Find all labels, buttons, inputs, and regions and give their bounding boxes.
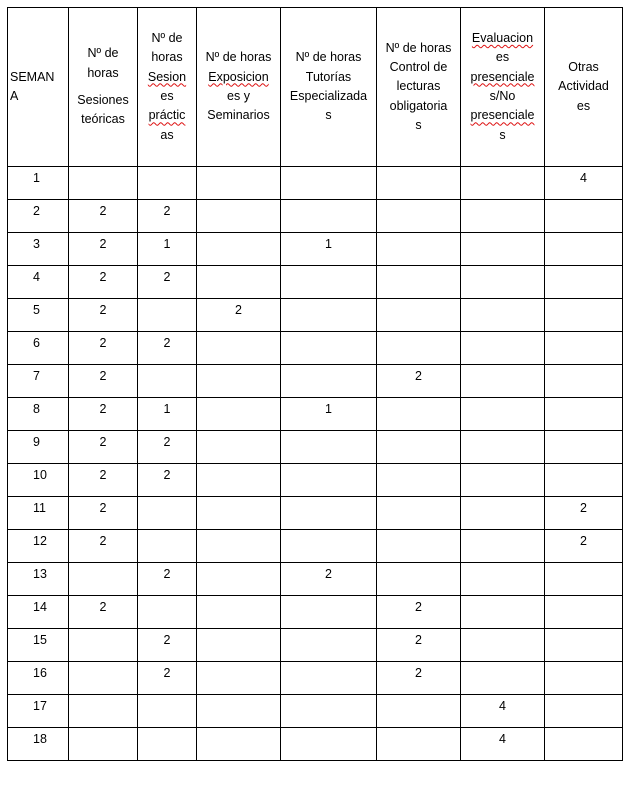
- hours-cell-exposiciones: [197, 200, 281, 233]
- hours-cell-teoricas: 2: [69, 497, 138, 530]
- week-cell: 3: [8, 233, 69, 266]
- week-cell: 7: [8, 365, 69, 398]
- table-row: [8, 398, 623, 431]
- hours-cell-exposiciones: [197, 497, 281, 530]
- hours-cell-otras: [545, 431, 623, 464]
- week-cell: 12: [8, 530, 69, 563]
- hours-cell-tutorias: [281, 497, 377, 530]
- hours-cell-exposiciones: [197, 431, 281, 464]
- table-body: [8, 167, 623, 761]
- hours-cell-otras: [545, 398, 623, 431]
- header-row: [8, 8, 623, 167]
- hours-cell-tutorias: [281, 530, 377, 563]
- header-semana: [8, 8, 69, 167]
- header-line: es y: [227, 89, 250, 103]
- hours-cell-otras: [545, 728, 623, 761]
- header-line: Control de: [389, 59, 448, 74]
- header-exposiciones: [197, 8, 281, 167]
- hours-cell-lecturas: 2: [377, 662, 461, 695]
- hours-cell-tutorias: [281, 167, 377, 200]
- hours-cell-practicas: 2: [138, 332, 197, 365]
- week-cell: 1: [8, 167, 69, 200]
- header-practicas: [138, 8, 197, 167]
- hours-cell-teoricas: 2: [69, 233, 138, 266]
- week-cell: 13: [8, 563, 69, 596]
- week-cell: 2: [8, 200, 69, 233]
- hours-cell-tutorias: [281, 629, 377, 662]
- header-line: horas: [151, 50, 183, 65]
- header-line: A: [10, 89, 19, 103]
- hours-cell-teoricas: 2: [69, 365, 138, 398]
- hours-cell-tutorias: [281, 266, 377, 299]
- table-row: [8, 431, 623, 464]
- hours-cell-evaluaciones: [461, 530, 545, 563]
- hours-cell-evaluaciones: [461, 167, 545, 200]
- hours-cell-lecturas: [377, 200, 461, 233]
- hours-cell-exposiciones: [197, 233, 281, 266]
- hours-cell-evaluaciones: [461, 629, 545, 662]
- hours-cell-tutorias: [281, 728, 377, 761]
- hours-cell-evaluaciones: [461, 662, 545, 695]
- week-cell: 18: [8, 728, 69, 761]
- header-line: Tutorías: [305, 69, 352, 84]
- hours-cell-lecturas: [377, 563, 461, 596]
- hours-cell-teoricas: [69, 695, 138, 728]
- header-line: Nº de horas: [295, 50, 362, 65]
- header-line: es: [495, 50, 510, 65]
- header-line: Nº de horas: [385, 40, 452, 55]
- hours-cell-practicas: [138, 299, 197, 332]
- hours-cell-exposiciones: [197, 167, 281, 200]
- hours-cell-otras: 4: [545, 167, 623, 200]
- hours-cell-lecturas: [377, 431, 461, 464]
- week-cell: 8: [8, 398, 69, 431]
- table-row: [8, 662, 623, 695]
- hours-cell-teoricas: 2: [69, 398, 138, 431]
- hours-cell-exposiciones: [197, 629, 281, 662]
- hours-cell-evaluaciones: [461, 233, 545, 266]
- header-line: s: [325, 108, 332, 123]
- table-row: [8, 332, 623, 365]
- hours-cell-otras: [545, 200, 623, 233]
- hours-cell-practicas: [138, 497, 197, 530]
- hours-cell-tutorias: [281, 662, 377, 695]
- table-row: [8, 596, 623, 629]
- hours-cell-evaluaciones: [461, 497, 545, 530]
- hours-cell-otras: [545, 233, 623, 266]
- table-row: [8, 299, 623, 332]
- header-line: Nº de: [151, 30, 183, 45]
- hours-cell-tutorias: [281, 332, 377, 365]
- hours-cell-otras: [545, 695, 623, 728]
- hours-cell-teoricas: 2: [69, 266, 138, 299]
- hours-cell-evaluaciones: [461, 299, 545, 332]
- hours-cell-exposiciones: [197, 662, 281, 695]
- header-line: SEMAN: [10, 69, 55, 84]
- week-cell: 16: [8, 662, 69, 695]
- table-row: [8, 266, 623, 299]
- hours-cell-otras: [545, 662, 623, 695]
- header-otras: [545, 8, 623, 167]
- header-lecturas: [377, 8, 461, 167]
- hours-cell-teoricas: 2: [69, 530, 138, 563]
- table-row: [8, 497, 623, 530]
- week-cell: 5: [8, 299, 69, 332]
- table-row: [8, 200, 623, 233]
- header-line: Otras: [568, 59, 599, 74]
- hours-cell-otras: [545, 629, 623, 662]
- hours-cell-lecturas: [377, 530, 461, 563]
- header-teoricas: [69, 8, 138, 167]
- header-line: horas: [87, 65, 119, 80]
- week-cell: 10: [8, 464, 69, 497]
- hours-cell-lecturas: 2: [377, 629, 461, 662]
- hours-cell-tutorias: [281, 365, 377, 398]
- week-cell: 11: [8, 497, 69, 530]
- hours-cell-teoricas: 2: [69, 464, 138, 497]
- table-row: [8, 728, 623, 761]
- table-row: [8, 233, 623, 266]
- hours-cell-practicas: [138, 728, 197, 761]
- hours-cell-exposiciones: [197, 530, 281, 563]
- hours-cell-exposiciones: [197, 596, 281, 629]
- hours-cell-teoricas: [69, 728, 138, 761]
- hours-cell-teoricas: [69, 563, 138, 596]
- hours-cell-lecturas: [377, 497, 461, 530]
- hours-cell-otras: [545, 299, 623, 332]
- hours-cell-lecturas: [377, 299, 461, 332]
- table-row: [8, 167, 623, 200]
- header-line: lecturas: [396, 79, 441, 94]
- header-line: Evaluacion: [471, 30, 534, 45]
- hours-cell-practicas: 2: [138, 629, 197, 662]
- week-cell: 9: [8, 431, 69, 464]
- hours-cell-lecturas: [377, 266, 461, 299]
- header-line: s/No: [489, 89, 516, 103]
- header-line: Sesion: [147, 69, 187, 84]
- hours-cell-evaluaciones: 4: [461, 695, 545, 728]
- hours-cell-evaluaciones: [461, 563, 545, 596]
- header-line: s: [415, 118, 422, 133]
- hours-cell-evaluaciones: 4: [461, 728, 545, 761]
- hours-cell-tutorias: [281, 596, 377, 629]
- header-line: Nº de horas: [205, 50, 272, 65]
- hours-cell-teoricas: 2: [69, 596, 138, 629]
- hours-cell-practicas: 2: [138, 266, 197, 299]
- hours-cell-exposiciones: [197, 695, 281, 728]
- header-tutorias: [281, 8, 377, 167]
- hours-cell-evaluaciones: [461, 365, 545, 398]
- hours-cell-tutorias: 1: [281, 233, 377, 266]
- header-line: es: [576, 98, 591, 113]
- header-line: Sesiones: [77, 93, 129, 107]
- header-line: Actividad: [558, 79, 609, 94]
- hours-cell-exposiciones: [197, 332, 281, 365]
- hours-cell-tutorias: 1: [281, 398, 377, 431]
- hours-cell-lecturas: [377, 695, 461, 728]
- header-line: obligatoria: [389, 98, 448, 113]
- hours-cell-exposiciones: 2: [197, 299, 281, 332]
- hours-cell-evaluaciones: [461, 266, 545, 299]
- header-gap: [69, 83, 137, 91]
- hours-cell-otras: [545, 596, 623, 629]
- hours-cell-practicas: [138, 530, 197, 563]
- hours-cell-practicas: 2: [138, 200, 197, 233]
- hours-cell-tutorias: [281, 200, 377, 233]
- hours-cell-teoricas: 2: [69, 332, 138, 365]
- hours-cell-lecturas: [377, 464, 461, 497]
- hours-cell-otras: [545, 332, 623, 365]
- header-line: presenciale: [470, 69, 535, 84]
- weekly-hours-table: [7, 7, 623, 761]
- table-row: [8, 530, 623, 563]
- header-line: as: [160, 127, 174, 142]
- hours-cell-practicas: [138, 167, 197, 200]
- hours-cell-tutorias: 2: [281, 563, 377, 596]
- hours-cell-tutorias: [281, 431, 377, 464]
- hours-cell-practicas: 2: [138, 464, 197, 497]
- hours-cell-lecturas: [377, 398, 461, 431]
- hours-cell-otras: [545, 563, 623, 596]
- header-line: es: [160, 89, 174, 103]
- hours-cell-evaluaciones: [461, 596, 545, 629]
- week-cell: 17: [8, 695, 69, 728]
- hours-cell-teoricas: 2: [69, 299, 138, 332]
- header-line: presenciale: [470, 108, 535, 123]
- hours-cell-practicas: 2: [138, 662, 197, 695]
- table-row: [8, 695, 623, 728]
- week-cell: 6: [8, 332, 69, 365]
- header-line: Exposicion: [208, 69, 269, 84]
- hours-cell-teoricas: [69, 662, 138, 695]
- hours-cell-practicas: [138, 365, 197, 398]
- hours-cell-exposiciones: [197, 464, 281, 497]
- hours-cell-teoricas: [69, 629, 138, 662]
- hours-cell-lecturas: [377, 167, 461, 200]
- table-header: [8, 8, 623, 167]
- hours-cell-exposiciones: [197, 365, 281, 398]
- hours-cell-otras: 2: [545, 497, 623, 530]
- hours-cell-practicas: 2: [138, 431, 197, 464]
- table-row: [8, 629, 623, 662]
- hours-cell-practicas: 1: [138, 398, 197, 431]
- hours-cell-otras: [545, 365, 623, 398]
- hours-cell-otras: [545, 266, 623, 299]
- hours-cell-lecturas: [377, 233, 461, 266]
- hours-cell-lecturas: [377, 332, 461, 365]
- hours-cell-evaluaciones: [461, 200, 545, 233]
- table-row: [8, 563, 623, 596]
- header-line: s: [499, 127, 506, 142]
- week-cell: 4: [8, 266, 69, 299]
- header-line: Especializada: [289, 89, 368, 103]
- hours-cell-tutorias: [281, 299, 377, 332]
- hours-cell-otras: 2: [545, 530, 623, 563]
- header-line: Nº de: [87, 46, 119, 61]
- hours-cell-lecturas: [377, 728, 461, 761]
- hours-cell-practicas: [138, 596, 197, 629]
- hours-cell-teoricas: [69, 167, 138, 200]
- hours-cell-exposiciones: [197, 728, 281, 761]
- week-cell: 14: [8, 596, 69, 629]
- hours-cell-exposiciones: [197, 398, 281, 431]
- table-row: [8, 365, 623, 398]
- hours-cell-otras: [545, 464, 623, 497]
- hours-cell-exposiciones: [197, 563, 281, 596]
- hours-cell-practicas: 2: [138, 563, 197, 596]
- hours-cell-teoricas: 2: [69, 200, 138, 233]
- hours-cell-evaluaciones: [461, 332, 545, 365]
- hours-cell-evaluaciones: [461, 431, 545, 464]
- hours-cell-practicas: [138, 695, 197, 728]
- hours-cell-teoricas: 2: [69, 431, 138, 464]
- header-line: teóricas: [81, 112, 125, 127]
- week-cell: 15: [8, 629, 69, 662]
- hours-cell-tutorias: [281, 695, 377, 728]
- hours-cell-evaluaciones: [461, 398, 545, 431]
- hours-cell-exposiciones: [197, 266, 281, 299]
- hours-cell-tutorias: [281, 464, 377, 497]
- hours-cell-lecturas: 2: [377, 365, 461, 398]
- header-line: práctic: [148, 108, 186, 123]
- table-row: [8, 464, 623, 497]
- header-line: Seminarios: [207, 108, 270, 123]
- header-evaluaciones: [461, 8, 545, 167]
- hours-cell-evaluaciones: [461, 464, 545, 497]
- hours-cell-practicas: 1: [138, 233, 197, 266]
- hours-cell-lecturas: 2: [377, 596, 461, 629]
